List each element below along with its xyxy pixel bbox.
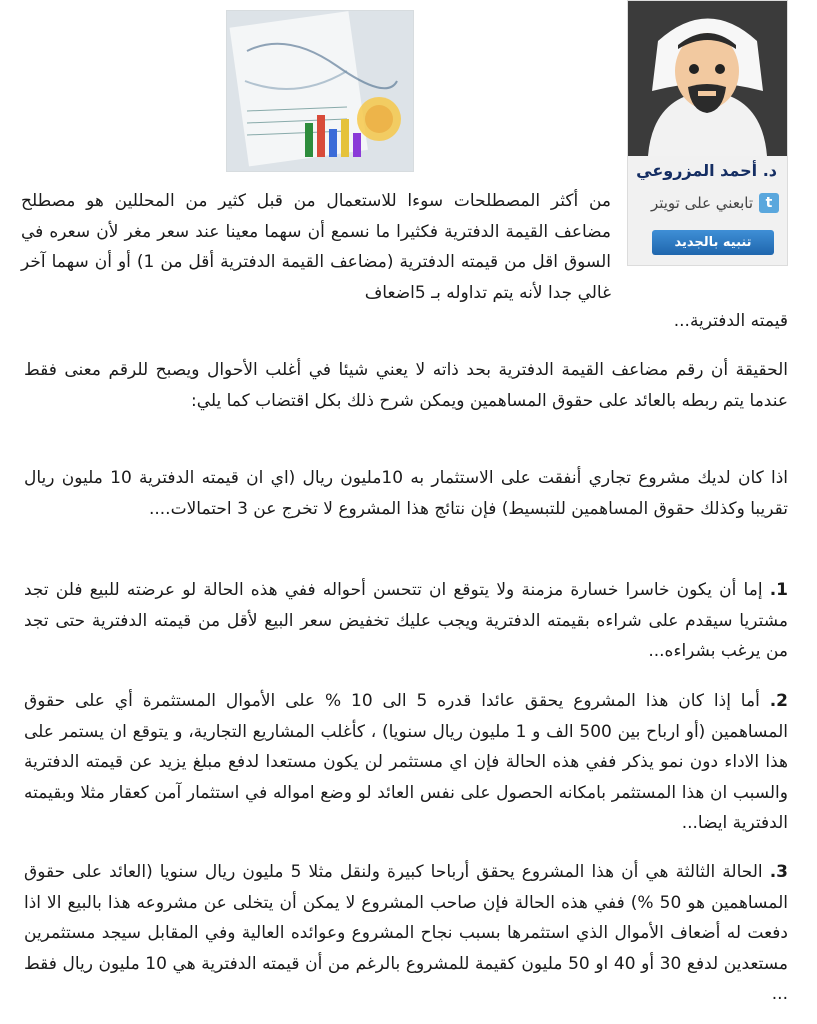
intro-paragraph: من أكثر المصطلحات سوءا للاستعمال من قبل كثير من المحللين هو مصطلح مضاعف القيمة الدفترية فكثيرا ما نسمع أن سهما معينا عند سعر مغر لأن سعره في السوق اقل من قيمته الدفترية (مضاعف القيمة الدفترية أقل من 1) أو أن سهما آخر غالي جدا لأنه يتم تداوله بـ 5اضعاف <box>21 191 611 303</box>
list-item-number: 2. <box>769 691 789 711</box>
paragraph-2: الحقيقة أن رقم مضاعف القيمة الدفترية بحد ذاته لا يعني شيئا في أغلب الأحوال ويصبح للرقم معنى فقط عندما يتم ربطه بالعائد على حقوق المساهمين ويمكن شرح ذلك بكل اقتضاب كما يلي: <box>24 360 788 411</box>
article-chart-image <box>226 10 414 172</box>
paragraph-3: اذا كان لديك مشروع تجاري أنفقت على الاستثمار به 10مليون ريال (اي ان قيمته الدفترية 10 مليون ريال تقريبا وكذلك حقوق المساهمين للتبسيط) فإن نتائج هذا المشروع لا تخرج عن 3 احتمالات.... <box>24 468 788 519</box>
list-item-text: أما إذا كان هذا المشروع يحقق عائدا قدره 5 الى 10 % على الأموال المستثمرة أي على حقوق المساهمين (أو ارباح بين 500 الف و 1 مليون ريال سنويا) ، كأغلب المشاريع التجارية، و يتوقع ان يستمر على هذا الاداء دون نمو يذكر ففي هذه الحالة فإن اي مستثمر لن يكون مستعدا لدفع مبلغ يزيد عن قيمته الدفترية والسبب ان هذا المستثمر بامكانه الحصول على نفس العائد لو وضع امواله في استثمار آمن كعقار مثلا وبقيمته الدفترية ايضا... <box>24 691 788 833</box>
author-card <box>627 0 788 266</box>
author-name[interactable]: د. أحمد المزروعي <box>636 161 777 180</box>
list-item-number: 3. <box>769 862 788 882</box>
intro-paragraph-tail: قيمته الدفترية... <box>673 311 788 331</box>
author-avatar <box>628 1 787 156</box>
list-item-text: الحالة الثالثة هي أن هذا المشروع يحقق أرباحا كبيرة ولنقل مثلا 5 مليون ريال سنويا (العائد على حقوق المساهمين هو 50 %) ففي هذه الحالة فإن صاحب المشروع لا يمكن أن يتخلى عن مشروعه هذا بالبيع الا اذا دفعت له أضعاف الأموال الذي استثمرها بسبب نجاح المشروع وعوائده العالية وفي المقابل سيجد مستثمرين مستعدين لدفع 30 أو 40 او 50 مليون كقيمة للمشروع بالرغم من أن قيمته الدفترية هي 10 مليون ريال فقط ... <box>24 862 789 1004</box>
list-item-1 <box>24 575 788 667</box>
twitter-follow-text: تابعني على تويتر <box>650 194 753 212</box>
list-item-2 <box>24 686 788 839</box>
list-item-3 <box>24 857 788 1010</box>
list-item-number: 1. <box>769 580 789 600</box>
twitter-follow-link[interactable] <box>651 193 779 213</box>
list-item-text: إما أن يكون خاسرا خسارة مزمنة ولا يتوقع ان تتحسن أحواله ففي هذه الحالة لو عرضته للبيع فلن تجد مشتريا سيقدم على شراءه بقيمته الدفترية ويجب عليك تخفيض سعر البيع لأقل من قيمته الدفترية حتى تجد من يرغب بشراءه... <box>24 580 788 661</box>
notify-new-button[interactable]: تنبيه بالجديد <box>652 230 774 255</box>
twitter-icon: t <box>759 193 779 213</box>
